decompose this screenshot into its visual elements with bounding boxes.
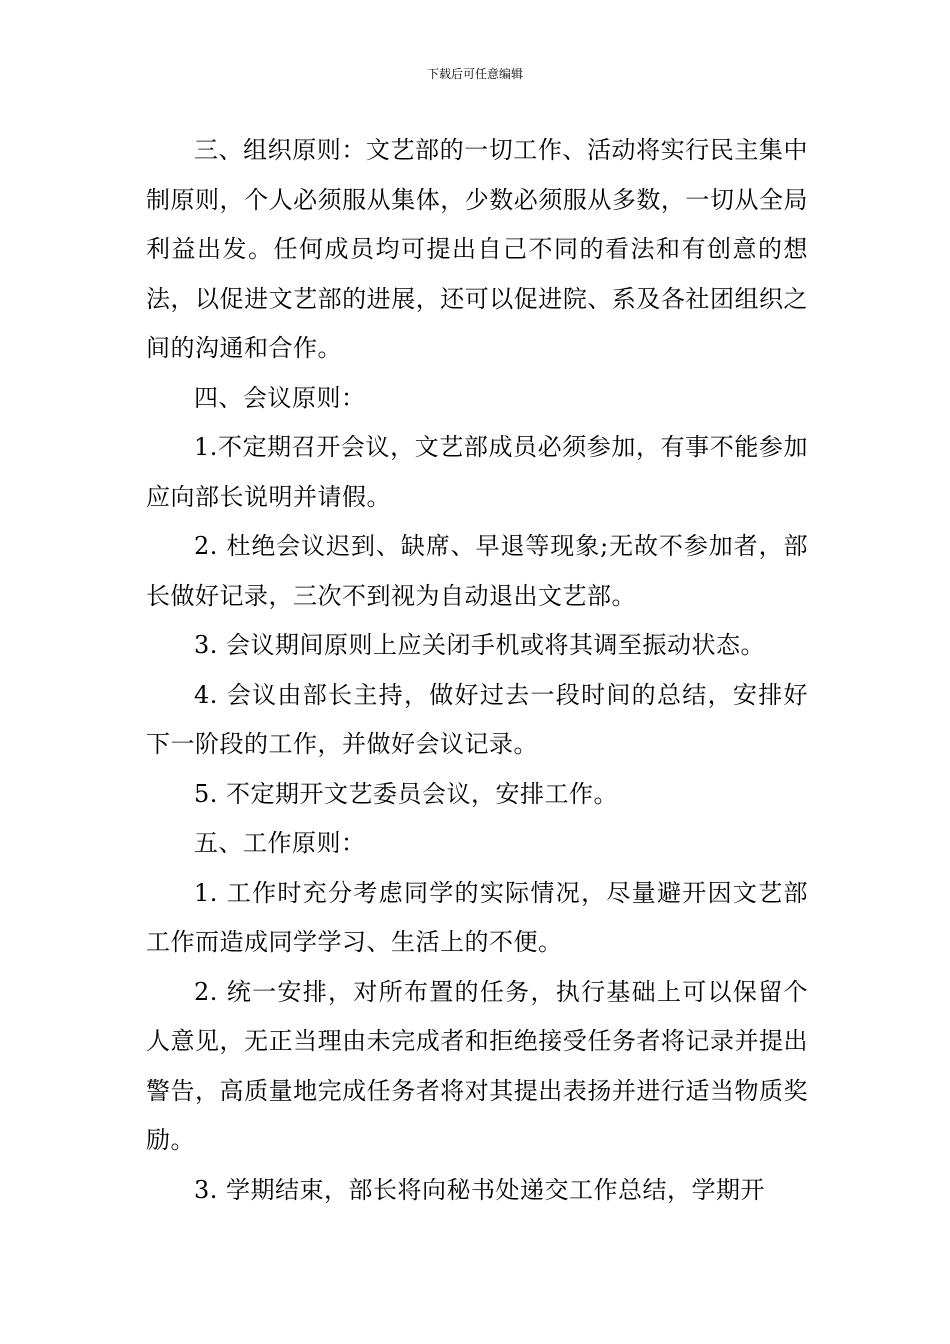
heading-meeting-principle: 四、会议原则： [194, 383, 366, 412]
paragraph-meeting-item-1: 1.不定期召开会议，文艺部成员必须参加，有事不能参加应向部长说明并请假。 [146, 433, 808, 511]
header-note: 下载后可任意编辑 [426, 67, 523, 81]
paragraph-meeting-item-2: 2. 杜绝会议迟到、缺席、早退等现象;无故不参加者，部长做好记录，三次不到视为自动退出文艺部。 [146, 532, 808, 610]
paragraph-meeting-item-5: 5. 不定期开文艺委员会议，安排工作。 [194, 779, 619, 808]
paragraph-work-item-3: 3. 学期结束，部长将向秘书处递交工作总结，学期开 [194, 1175, 766, 1204]
paragraph-organization-principle: 三、组织原则：文艺部的一切工作、活动将实行民主集中制原则，个人必须服从集体，少数必须服从多数，一切从全局利益出发。任何成员均可提出自己不同的看法和有创意的想法，以促进文艺部的进展，还可以促进院、系及各社团组织之间的沟通和合作。 [146, 136, 808, 362]
paragraph-meeting-item-4: 4. 会议由部长主持，做好过去一段时间的总结，安排好下一阶段的工作，并做好会议记录。 [146, 680, 808, 758]
paragraph-work-item-1: 1. 工作时充分考虑同学的实际情况，尽量避开因文艺部工作而造成同学学习、生活上的不便。 [146, 878, 808, 956]
paragraph-meeting-item-3: 3. 会议期间原则上应关闭手机或将其调至振动状态。 [194, 631, 766, 659]
paragraph-work-item-2: 2. 统一安排，对所布置的任务，执行基础上可以保留个人意见，无正当理由未完成者和拒绝接受任务者将记录并提出警告，高质量地完成任务者将对其提出表扬并进行适当物质奖励。 [146, 977, 808, 1154]
heading-work-principle: 五、工作原则： [194, 829, 366, 857]
document-body [146, 126, 808, 1215]
